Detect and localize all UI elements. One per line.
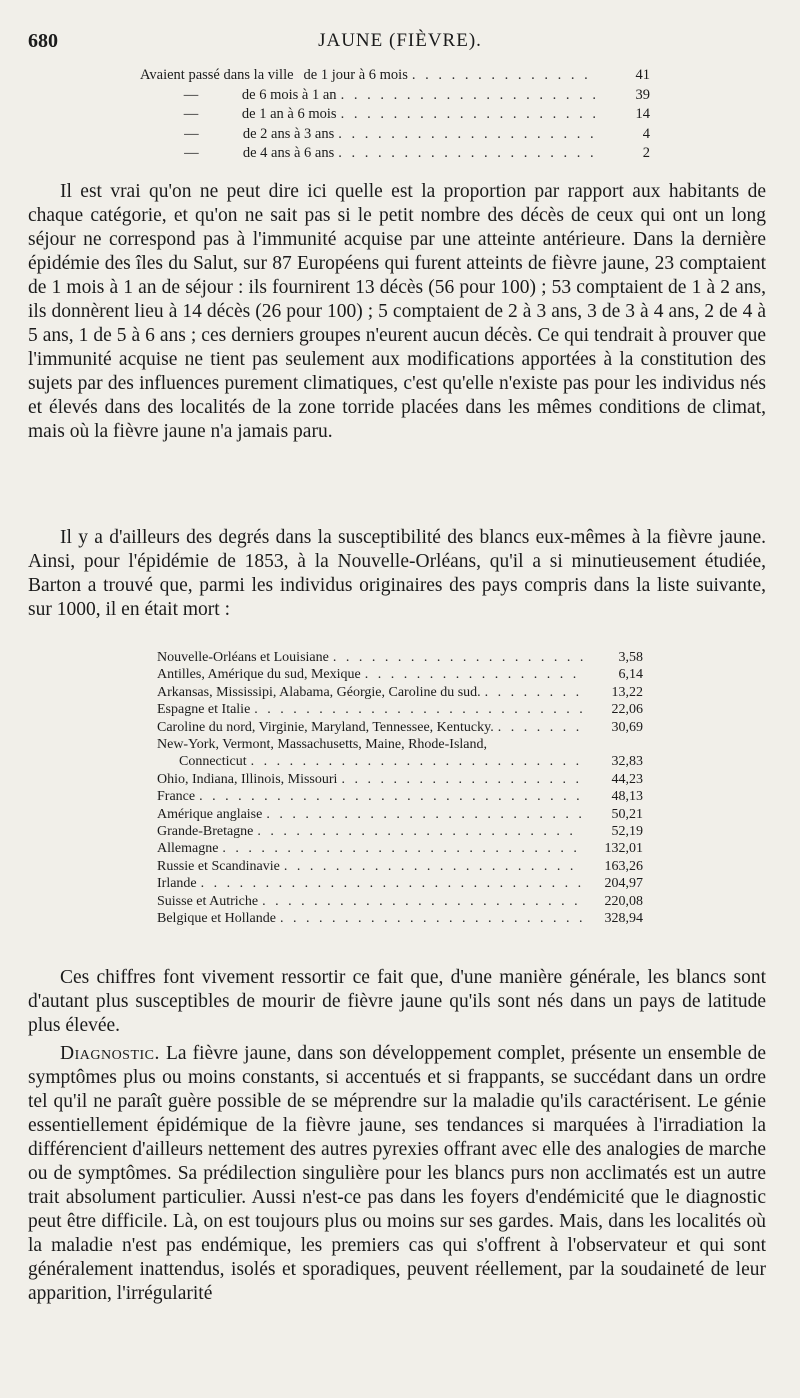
dot-leader bbox=[498, 719, 583, 736]
dot-leader bbox=[254, 701, 583, 718]
mortality-value: 44,23 bbox=[611, 771, 643, 787]
mortality-label: Connecticut bbox=[179, 754, 247, 770]
mortality-row bbox=[157, 649, 643, 666]
mortality-value: 6,14 bbox=[618, 667, 643, 683]
mortality-label: Antilles, Amérique du sud, Mexique bbox=[157, 667, 361, 683]
stay-row-value: 41 bbox=[635, 67, 650, 83]
mortality-label: Nouvelle-Orléans et Louisiane bbox=[157, 650, 329, 665]
dot-leader bbox=[341, 86, 596, 106]
paragraph-text: Il y a d'ailleurs des degrés dans la susceptibilité des blancs eux-mêmes à la fièvre jaune. Ainsi, pour l'épidémie de 1853, à la Nouvelle-Orléans, qu'il a si minutieusement étudiée, Barton a trouvé que, parmi les individus originaires des pays compris dans la liste suivante, sur 1000, il en était mort : bbox=[28, 527, 766, 620]
mortality-row bbox=[157, 719, 643, 736]
dot-leader bbox=[338, 144, 596, 164]
dot-leader bbox=[266, 806, 583, 823]
stay-row bbox=[140, 144, 650, 164]
mortality-value: 50,21 bbox=[611, 806, 643, 822]
mortality-value: 220,08 bbox=[604, 893, 643, 909]
stay-row-lead: Avaient passé dans la ville bbox=[140, 67, 294, 83]
dot-leader bbox=[412, 66, 596, 86]
paragraph-immunity bbox=[28, 180, 766, 444]
mortality-row bbox=[157, 666, 643, 683]
mortality-value: 163,26 bbox=[604, 858, 643, 874]
mortality-value: 132,01 bbox=[604, 841, 643, 857]
dot-leader bbox=[262, 893, 583, 910]
paragraph-conclusion bbox=[28, 966, 766, 1038]
page-header bbox=[28, 30, 772, 60]
mortality-value: 32,83 bbox=[611, 754, 643, 770]
mortality-value: 3,58 bbox=[618, 650, 643, 665]
stay-row bbox=[140, 105, 650, 125]
mortality-label: Espagne et Italie bbox=[157, 702, 251, 718]
paragraph-text: Ces chiffres font vivement ressortir ce fait que, d'une manière générale, les blancs sont d'autant plus susceptibles de mourir de fièvre jaune qu'ils sont nés dans un pays de latitude plus élevée. bbox=[28, 967, 766, 1036]
mortality-row bbox=[157, 910, 643, 927]
mortality-value: 48,13 bbox=[611, 789, 643, 805]
mortality-row bbox=[157, 684, 643, 701]
dot-leader bbox=[341, 771, 583, 788]
mortality-row bbox=[157, 771, 643, 788]
dot-leader bbox=[284, 858, 583, 875]
stay-row-lead: — bbox=[184, 145, 199, 161]
mortality-value: 22,06 bbox=[611, 702, 643, 718]
mortality-row bbox=[157, 806, 643, 823]
mortality-label: Irlande bbox=[157, 876, 197, 892]
mortality-label: Grande-Bretagne bbox=[157, 824, 254, 840]
stay-row bbox=[140, 86, 650, 106]
mortality-row bbox=[157, 840, 643, 857]
mortality-table bbox=[157, 649, 643, 928]
dot-leader bbox=[222, 840, 583, 857]
stay-row-text: de 6 mois à 1 an bbox=[241, 86, 337, 103]
dot-leader bbox=[333, 649, 583, 666]
paragraph-diagnostic bbox=[28, 1042, 766, 1306]
section-heading-diagnostic: Diagnostic. bbox=[60, 1043, 160, 1064]
mortality-row bbox=[157, 701, 643, 718]
stay-row-text: de 4 ans à 6 ans bbox=[242, 145, 335, 161]
dot-leader bbox=[201, 875, 583, 892]
mortality-label: New-York, Vermont, Massachusetts, Maine, Rhode-Island, bbox=[157, 737, 487, 753]
running-title: JAUNE (FIÈVRE). bbox=[318, 30, 482, 51]
mortality-label: Ohio, Indiana, Illinois, Missouri bbox=[157, 771, 338, 787]
dot-leader bbox=[199, 788, 583, 805]
diagnostic-text: La fièvre jaune, dans son développement complet, présente un ensemble de symptômes plus ou moins constants, si accentués et si frappants, se succédant dans un ordre tel qu'il ne paraît guère possible de se méprendre sur la maladie qu'ils caractérisent. Le génie essentiellement épidémique de la fièvre jaune, ses tendances si marquées à l'irradiation la différencient d'ailleurs nettement des autres pyrexies offrant avec elle des analogies de marche ou de symptômes. Sa prédilection singulière pour les blancs purs non acclimatés est un autre trait absolument particulier. Aussi n'est-ce pas dans les foyers d'endémicité que le diagnostic peut être difficile. Là, on est toujours plus ou moins sur ses gardes. Mais, dans les localités où la maladie n'est pas endémique, les premiers cas qui s'offrent à l'observateur et qui sont généralement inattendus, isolés et sporadiques, peuvent réellement, par la soudaineté de leur apparition, l'irrégularité bbox=[28, 1043, 766, 1304]
mortality-row bbox=[157, 788, 643, 805]
mortality-value: 30,69 bbox=[611, 719, 643, 735]
dot-leader bbox=[251, 753, 583, 770]
stay-row-lead: — bbox=[183, 106, 199, 122]
mortality-label: Russie et Scandinavie bbox=[157, 858, 280, 874]
mortality-row bbox=[157, 875, 643, 892]
mortality-value: 13,22 bbox=[611, 684, 643, 700]
paragraph-text: Il est vrai qu'on ne peut dire ici quelle est la proportion par rapport aux habitants de chaque catégorie, et qu'on ne sait pas si le petit nombre des décès de ceux qui ont un long séjour ne correspond pas à l'immunité acquise par une atteinte antérieure. Dans la dernière épidémie des îles du Salut, sur 87 Européens qui furent atteints de fièvre jaune, 23 comptaient de 1 mois à 1 an de séjour : ils fournirent 13 décès (56 pour 100) ; 53 comptaient de 1 à 2 ans, ils donnèrent lieu à 14 décès (26 pour 100) ; 5 comptaient de 2 à 3 ans, 3 de 3 à 4 ans, 2 de 4 à 5 ans, 1 de 5 à 6 ans ; ces derniers groupes n'eurent aucun décès. Ce qui tendrait à prouver que l'immunité acquise ne tient pas seulement aux modifications apportées à la constitution des sujets par des influences purement climatiques, c'est qu'elle n'existe pas pour les individus nés et élevés dans des localités de la zone torride placées dans les mêmes conditions de climat, mais où la fièvre jaune n'a jamais paru. bbox=[28, 181, 766, 442]
mortality-value: 204,97 bbox=[604, 876, 643, 892]
mortality-label: France bbox=[157, 789, 196, 805]
mortality-label: Caroline du nord, Virginie, Maryland, Tennessee, Kentucky. bbox=[157, 719, 494, 735]
stay-duration-table bbox=[140, 66, 650, 164]
paragraph-susceptibility bbox=[28, 526, 766, 622]
stay-row-value: 2 bbox=[642, 145, 650, 161]
stay-row bbox=[140, 125, 650, 145]
stay-row bbox=[140, 66, 650, 86]
dot-leader bbox=[365, 666, 583, 683]
paragraph-text bbox=[28, 1042, 766, 1306]
stay-row-text: de 2 ans à 3 ans bbox=[242, 125, 335, 142]
mortality-row bbox=[157, 858, 643, 875]
stay-row-lead: — bbox=[184, 125, 199, 142]
page-number: 680 bbox=[28, 30, 58, 52]
stay-row-value: 4 bbox=[642, 125, 650, 142]
mortality-value: 328,94 bbox=[604, 911, 643, 927]
mortality-label: Suisse et Autriche bbox=[157, 893, 259, 909]
dot-leader bbox=[338, 125, 596, 145]
mortality-row bbox=[157, 823, 643, 840]
mortality-row bbox=[157, 753, 643, 770]
mortality-value: 52,19 bbox=[611, 824, 643, 840]
mortality-label: Belgique et Hollande bbox=[157, 911, 276, 927]
dot-leader bbox=[280, 910, 583, 927]
dot-leader bbox=[341, 105, 596, 125]
dot-leader bbox=[257, 823, 583, 840]
mortality-row bbox=[157, 893, 643, 910]
stay-row-text: de 1 an à 6 mois bbox=[241, 106, 337, 122]
mortality-label: Arkansas, Mississipi, Alabama, Géorgie, Caroline du sud. bbox=[157, 684, 481, 700]
stay-row-text: de 1 jour à 6 mois bbox=[303, 67, 408, 83]
dot-leader bbox=[485, 684, 583, 701]
mortality-label: Allemagne bbox=[157, 841, 219, 857]
mortality-label: Amérique anglaise bbox=[157, 806, 263, 822]
stay-row-value: 39 bbox=[635, 86, 650, 103]
stay-row-value: 14 bbox=[635, 106, 650, 122]
stay-row-lead: — bbox=[183, 86, 199, 103]
mortality-row bbox=[157, 736, 643, 753]
